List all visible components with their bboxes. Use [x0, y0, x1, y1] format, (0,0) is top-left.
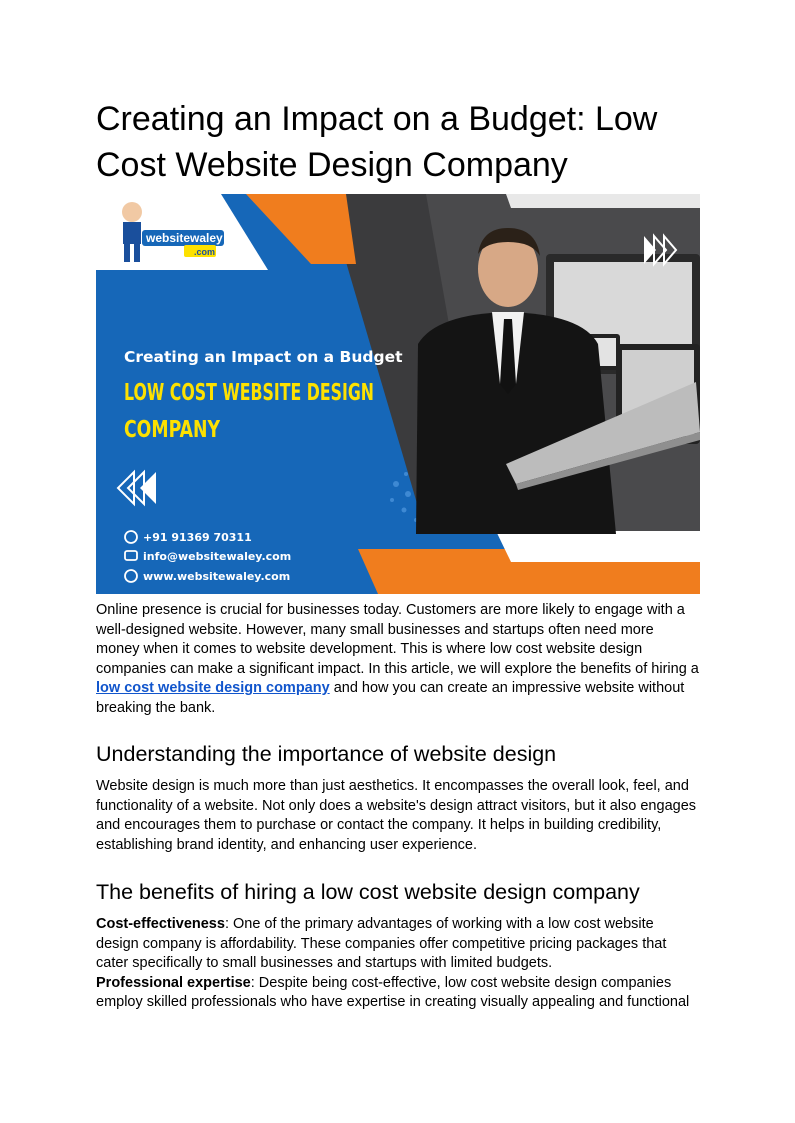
benefit-item: Cost-effectiveness: One of the primary advantages of working with a low cost website design company is affordability. These companies offer competitive pricing packages that cater specifically to small businesses and startups with limited budgets. — [96, 916, 667, 971]
low-cost-website-design-link[interactable]: low cost website design company — [96, 680, 330, 696]
section-heading-importance: Understanding the importance of website design — [96, 742, 557, 766]
banner-heading: Creating an Impact on a Budget — [124, 348, 403, 366]
intro-paragraph: Online presence is crucial for businesses today. Customers are more likely to engage with a well-designed website. However, many small businesses and startups often need more money when it comes to website development. This is where low cost website design companies can make a significant impact. In this article, we will explore the benefits of hiring a low cost website design company and how you can create an impressive website without breaking the bank. — [96, 602, 699, 716]
section-paragraph-importance: Website design is much more than just aesthetics. It encompasses the overall look, feel, and functionality of a website. Not only does a website's design attract visitors, but it also engages and encourages them to purchase or contact the company. It helps in building credibility, establishing brand identity, and enhancing user experience. — [96, 778, 697, 853]
benefit-item: Professional expertise: Despite being cost-effective, low cost website design companies employ skilled professionals who have expertise in creating visually appealing and functional — [96, 974, 690, 1010]
logo-subtext: .com — [194, 247, 216, 257]
banner-website: www.websitewaley.com — [143, 570, 291, 583]
banner-phone: +91 91369 70311 — [143, 531, 252, 544]
hero-banner-image — [96, 194, 700, 594]
logo-text: websitewaley — [146, 231, 223, 245]
section-heading-benefits: The benefits of hiring a low cost website design company — [96, 880, 640, 904]
page-title: Creating an Impact on a Budget: Low Cost Website Design Company — [96, 100, 658, 184]
banner-subheading-line2: COMPANY — [124, 417, 221, 443]
banner-subheading-line1: LOW COST WEBSITE DESIGN — [124, 380, 374, 406]
benefits-list — [96, 915, 700, 1013]
banner-email: info@websitewaley.com — [143, 550, 292, 563]
